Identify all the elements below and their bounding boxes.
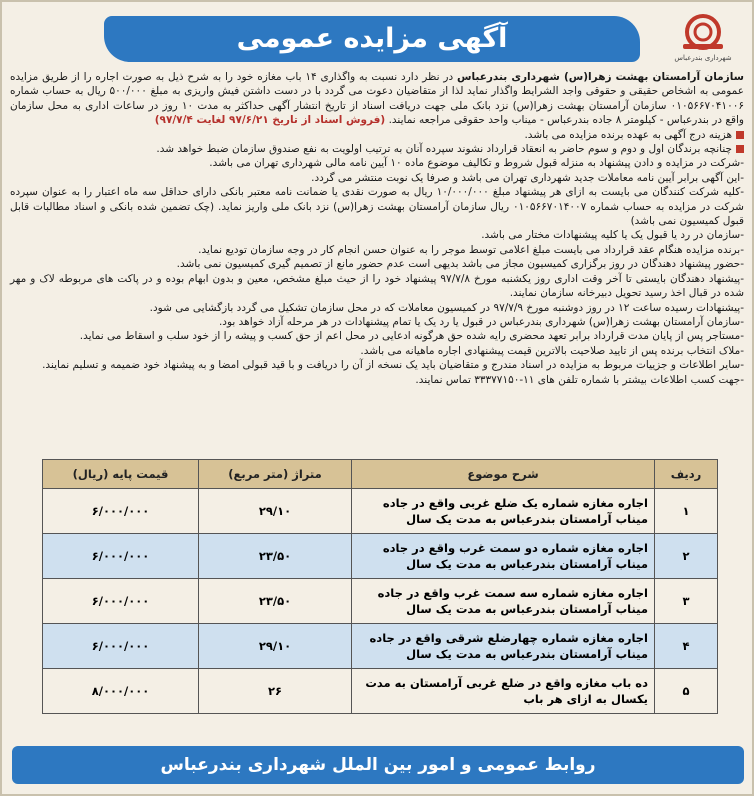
bullet-item: چنانچه برندگان اول و دوم و سوم حاضر به انعقاد قرارداد نشوند سپرده آنان به ترتیب اولویت به نفع صندوق سازمان ضبط خواهد شد.: [10, 142, 744, 156]
row-number: ۲: [655, 534, 718, 579]
table-row: [43, 579, 718, 624]
dash-item: -شرکت در مزایده و دادن پیشنهاد به منزله قبول شروط و تکالیف موضوع ماده ۱۰ آیین نامه مالی شهرداری تهران می باشد.: [209, 157, 744, 170]
row-number: ۵: [655, 669, 718, 714]
bullet-square-icon: [736, 145, 744, 153]
row-description: اجاره مغازه شماره چهارضلع شرقی واقع در جاده میناب آرامستان بندرعباس به مدت یک سال: [352, 624, 655, 669]
table-row: [43, 534, 718, 579]
column-header-description: شرح موضوع: [352, 460, 655, 489]
table-row: [43, 489, 718, 534]
dash-item: -مستاجر پس از پایان مدت قرارداد برابر تعهد محضری رایه شده حق هرگونه ادعایی در محل اعم از حق کسب و پیشه را از خود سلب و اسقاط می نماید.: [79, 330, 744, 343]
auction-table: [42, 459, 718, 714]
row-description: اجاره مغازه شماره دو سمت غرب واقع در جاده میناب آرامستان بندرعباس به مدت یک سال: [352, 534, 655, 579]
dash-item: -جهت کسب اطلاعات بیشتر با شماره تلفن های ۱۱-۳۳۳۷۷۱۵۰ تماس نمایند.: [415, 373, 744, 386]
logo-caption: شهرداری بندرعباس: [674, 54, 732, 62]
dash-item: -سازمان آرامستان بهشت زهرا(س) شهرداری بندرعباس در قبول یا رد یک یا تمام پیشنهادات در هر مرحله آزاد خواهد بود.: [218, 315, 744, 328]
dash-item: -کلیه شرکت کنندگان می بایست به ازای هر پیشنهاد مبلغ ۱۰/۰۰۰/۰۰۰ ریال به صورت نقدی یا ضمانت نامه معتبر بانکی دارای حداقل سه ماه اعتبار را به عنوان سپرده شرکت در مزایده به حساب شماره ۰۱۰۵۶۶۷۰۱۴۰۰۷ ریال سازمان آرامستان بهشت زهرا(س) نزد بانک ملی واریز نماید. (چک تضمین شده بانکی و اسناد مطالبات قابل قبول کمیسیون نمی باشد): [10, 186, 745, 228]
bullet-item: هزینه درج آگهی به عهده برنده مزایده می باشد.: [10, 128, 744, 142]
row-area: ۲۳/۵۰: [199, 579, 352, 624]
lead-title: سازمان آرامستان بهشت زهرا(س) شهرداری بندرعباس: [456, 71, 744, 83]
table-row: [43, 669, 718, 714]
bullet-square-icon: [736, 131, 744, 139]
page-title: آگهی مزایده عمومی: [104, 16, 640, 62]
row-price: ۶/۰۰۰/۰۰۰: [43, 489, 199, 534]
dash-item: -این آگهی برابر آیین نامه معاملات جدید شهرداری تهران می باشد و صرفا یک نوبت منتشر می گردد.: [311, 171, 744, 184]
dash-item: -سایر اطلاعات و جزییات مربوط به مزایده در اسناد مندرج و متقاضیان باید یک نسخه از آن را دریافت و با قید قبولی امضا و به پیشنهاد خود ضمیمه و تسلیم نمایند.: [42, 359, 744, 372]
dash-item: -پیشنهادات رسیده ساعت ۱۲ در روز دوشنبه مورخ ۹۷/۷/۹ در کمیسیون معاملات که در محل سازمان تشکیل می گردد بازگشایی می شود.: [149, 301, 744, 314]
row-description: اجاره مغازه شماره یک ضلع غربی واقع در جاده میناب آرامستان بندرعباس به مدت یک سال: [352, 489, 655, 534]
row-area: ۲۹/۱۰: [199, 624, 352, 669]
row-price: ۶/۰۰۰/۰۰۰: [43, 579, 199, 624]
row-price: ۶/۰۰۰/۰۰۰: [43, 624, 199, 669]
announcement-body: [10, 70, 744, 387]
row-description: اجاره مغازه شماره سه سمت غرب واقع در جاده میناب آرامستان بندرعباس به مدت یک سال: [352, 579, 655, 624]
row-area: ۲۶: [199, 669, 352, 714]
lead-paragraph: [10, 70, 744, 128]
dash-item: -حضور پیشنهاد دهندگان در روز برگزاری کمیسیون مجاز می باشد بدیهی است عدم حضور مانع از تصمیم گیری کمیسیون نمی باشد.: [176, 258, 744, 271]
lead-text: در نظر دارد نسبت به واگذاری ۱۴ باب مغازه خود را به شرح ذیل به صورت اجاره را از طریق مزایده عمومی به اشخاص حقیقی و حقوقی واجد الشرایط واگذار نماید لذا از متقاضیان دعوت می گردد با در دست داشتن فیش واریزی به مبلغ ۵۰۰/۰۰۰ ریال به حساب شماره ۰۱۰۵۶۶۷۰۴۱۰۰۶ سازمان آرامستان بهشت زهرا(س) نزد بانک ملی جهت دریافت اسناد از تاریخ انتشار آگهی حداکثر به مدت ۱۰ روز در ساعات اداری به محل سازمان واقع در بندرعباس - کیلومتر ۸ جاده بندرعباس - میناب واحد حقوقی مراجعه نمایند.: [10, 71, 745, 127]
column-header-row-number: ردیف: [655, 460, 718, 489]
row-number: ۱: [655, 489, 718, 534]
table-row: [43, 624, 718, 669]
header: [12, 10, 744, 66]
row-price: ۶/۰۰۰/۰۰۰: [43, 534, 199, 579]
row-area: ۲۳/۵۰: [199, 534, 352, 579]
column-header-area: متراژ (متر مربع): [199, 460, 352, 489]
row-number: ۴: [655, 624, 718, 669]
footer-banner: روابط عمومی و امور بین الملل شهرداری بندرعباس: [12, 746, 744, 784]
sale-dates: (فروش اسناد از تاریخ ۹۷/۶/۲۱ لغایت ۹۷/۷/۴): [154, 114, 386, 127]
dash-item: -پیشنهاد دهندگان بایستی تا آخر وقت اداری روز یکشنبه مورخ ۹۷/۷/۸ پیشنهاد خود را از حیث مبلغ مشخص، معین و بدون ابهام بوده و در پاکت های مربوطه لاک و مهر شده در قبال اخذ رسید تحویل دبیرخانه سازمان نمایند.: [10, 272, 744, 300]
table-header-row: [43, 460, 718, 489]
row-area: ۲۹/۱۰: [199, 489, 352, 534]
dash-item: -برنده مزایده هنگام عقد قرارداد می بایست مبلغ اعلامی توسط موجر را به عنوان حسن انجام کار در وجه سازمان تودیع نماید.: [198, 243, 744, 256]
row-number: ۳: [655, 579, 718, 624]
column-header-base-price: قیمت پایه (ریال): [43, 460, 199, 489]
row-description: ده باب مغازه واقع در ضلع غربی آرامستان به مدت یکسال به ازای هر باب: [352, 669, 655, 714]
row-price: ۸/۰۰۰/۰۰۰: [43, 669, 199, 714]
dash-item: -سازمان در رد یا قبول یک یا کلیه پیشنهادات مختار می باشد.: [481, 229, 744, 242]
dash-item: -ملاک انتخاب برنده پس از تایید صلاحیت بالاترین قیمت پیشنهادی اجاره ماهیانه می باشد.: [360, 344, 744, 357]
